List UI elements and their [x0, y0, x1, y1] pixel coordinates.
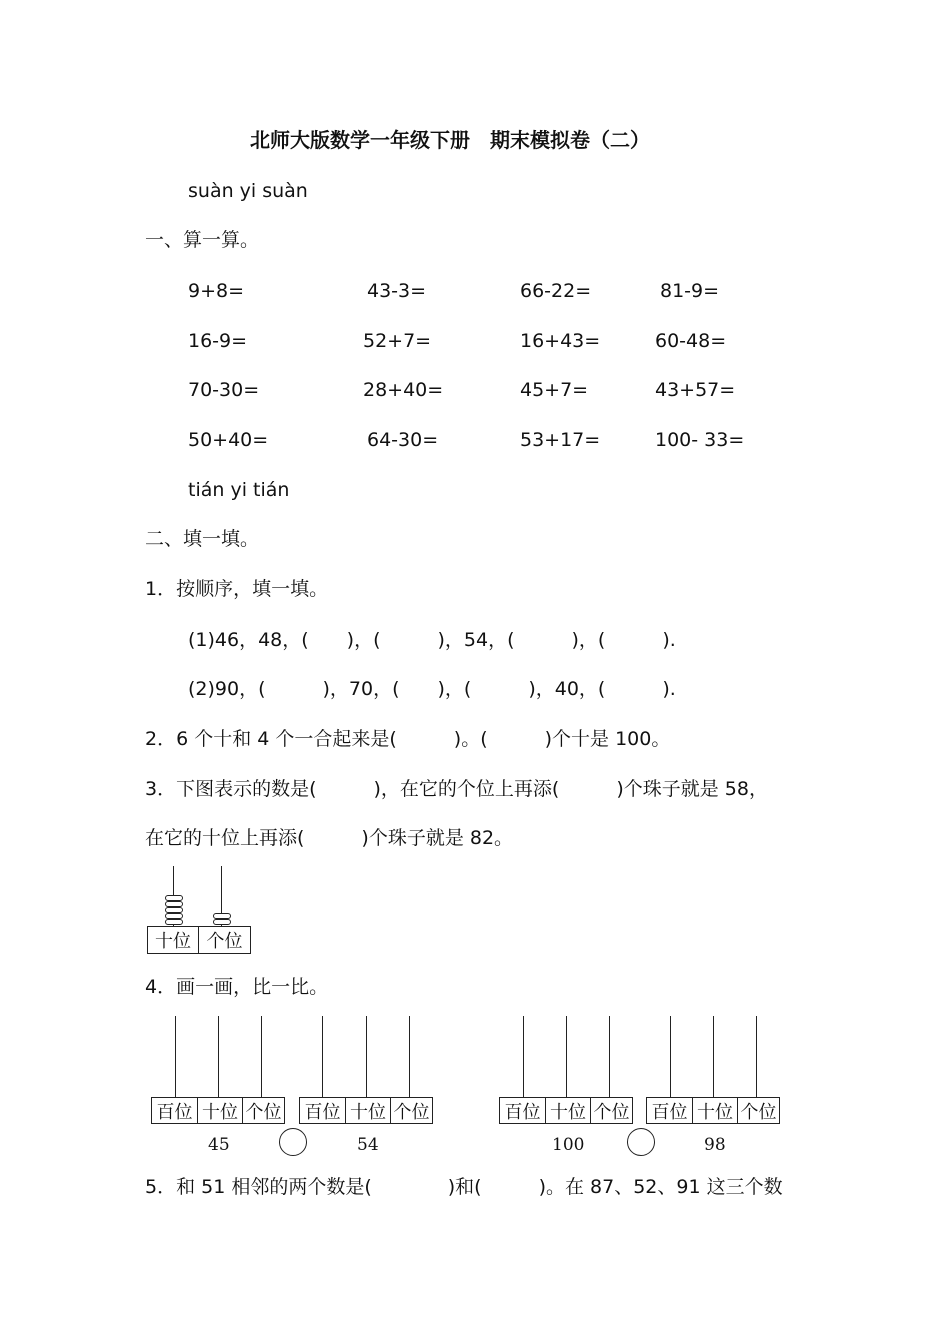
abacus-place-box: [299, 1097, 433, 1124]
calc-item: 53+17=: [520, 429, 601, 451]
calc-item: 64-30=: [367, 429, 439, 451]
hundreds-label: 百位: [300, 1098, 346, 1123]
question-3-line-1: 3．下图表示的数是( )，在它的个位上再添( )个珠子就是 58，: [145, 778, 768, 800]
calc-item: 70-30=: [188, 379, 260, 401]
calc-item: 28+40=: [363, 379, 444, 401]
abacus-rod: [261, 1016, 262, 1098]
abacus-number: 54: [357, 1135, 379, 1155]
hundreds-label: 百位: [500, 1098, 546, 1123]
abacus-rod: [175, 1016, 176, 1098]
tens-label: 十位: [546, 1098, 591, 1123]
hundreds-label: 百位: [647, 1098, 693, 1123]
section2-heading: 二、填一填。: [145, 528, 260, 550]
ones-label: 个位: [593, 1101, 630, 1123]
abacus-bead: [165, 895, 183, 901]
calc-item: 52+7=: [363, 330, 432, 352]
question-2: 2．6 个十和 4 个一合起来是( )。( )个十是 100。: [145, 728, 671, 750]
abacus-bead: [213, 919, 231, 925]
calc-item: 100- 33=: [655, 429, 745, 451]
abacus-rod: [523, 1016, 524, 1098]
abacus-rod: [409, 1016, 410, 1098]
calc-item: 60-48=: [655, 330, 727, 352]
calc-item: 16-9=: [188, 330, 248, 352]
compare-circle[interactable]: [627, 1128, 655, 1156]
abacus-number: 98: [704, 1135, 726, 1155]
abacus-rod: [218, 1016, 219, 1098]
ones-label: 个位: [206, 931, 243, 952]
ones-label: 个位: [245, 1101, 282, 1123]
question-1-line-2: (2)90，( )，70，( )，( )，40，( ).: [188, 678, 676, 700]
abacus-bead: [165, 919, 183, 925]
abacus-place-box: [147, 926, 251, 954]
abacus-bead: [213, 913, 231, 919]
section1-pinyin: suàn yi suàn: [188, 180, 308, 202]
question-3-line-2: 在它的十位上再添( )个珠子就是 82。: [145, 827, 514, 849]
calc-item: 9+8=: [188, 280, 245, 302]
tens-label: 十位: [148, 927, 199, 953]
compare-circle[interactable]: [279, 1128, 307, 1156]
page-title: 北师大版数学一年级下册 期末模拟卷（二）: [250, 128, 650, 152]
calc-item: 81-9=: [660, 280, 720, 302]
abacus-number: 100: [552, 1135, 585, 1155]
tens-label: 十位: [198, 1098, 243, 1123]
abacus-rod: [713, 1016, 714, 1098]
abacus-rod: [322, 1016, 323, 1098]
ones-label: 个位: [740, 1101, 777, 1123]
abacus-bead: [165, 907, 183, 913]
abacus-bead: [165, 901, 183, 907]
tens-label: 十位: [346, 1098, 391, 1123]
question-4: 4．画一画，比一比。: [145, 976, 329, 998]
section2-pinyin: tián yi tián: [188, 479, 290, 501]
abacus-rod: [609, 1016, 610, 1098]
section1-heading: 一、算一算。: [145, 229, 260, 251]
abacus-place-box: [646, 1097, 780, 1124]
abacus-number: 45: [208, 1135, 230, 1155]
calc-item: 16+43=: [520, 330, 601, 352]
abacus-rod: [670, 1016, 671, 1098]
calc-item: 50+40=: [188, 429, 269, 451]
abacus-rod: [756, 1016, 757, 1098]
hundreds-label: 百位: [152, 1098, 198, 1123]
abacus-rod: [366, 1016, 367, 1098]
calc-item: 43-3=: [367, 280, 427, 302]
question-1: 1．按顺序，填一填。: [145, 578, 329, 600]
calc-item: 45+7=: [520, 379, 589, 401]
abacus-rod: [566, 1016, 567, 1098]
abacus-place-box: [499, 1097, 633, 1124]
calc-item: 66-22=: [520, 280, 592, 302]
abacus-place-box: [151, 1097, 285, 1124]
question-5: 5．和 51 相邻的两个数是( )和( )。在 87、52、91 这三个数: [145, 1176, 783, 1198]
ones-label: 个位: [393, 1101, 430, 1123]
calc-item: 43+57=: [655, 379, 736, 401]
tens-label: 十位: [693, 1098, 738, 1123]
abacus-bead: [165, 913, 183, 919]
question-1-line-1: (1)46，48，( )，( )，54，( )，( ).: [188, 629, 676, 651]
